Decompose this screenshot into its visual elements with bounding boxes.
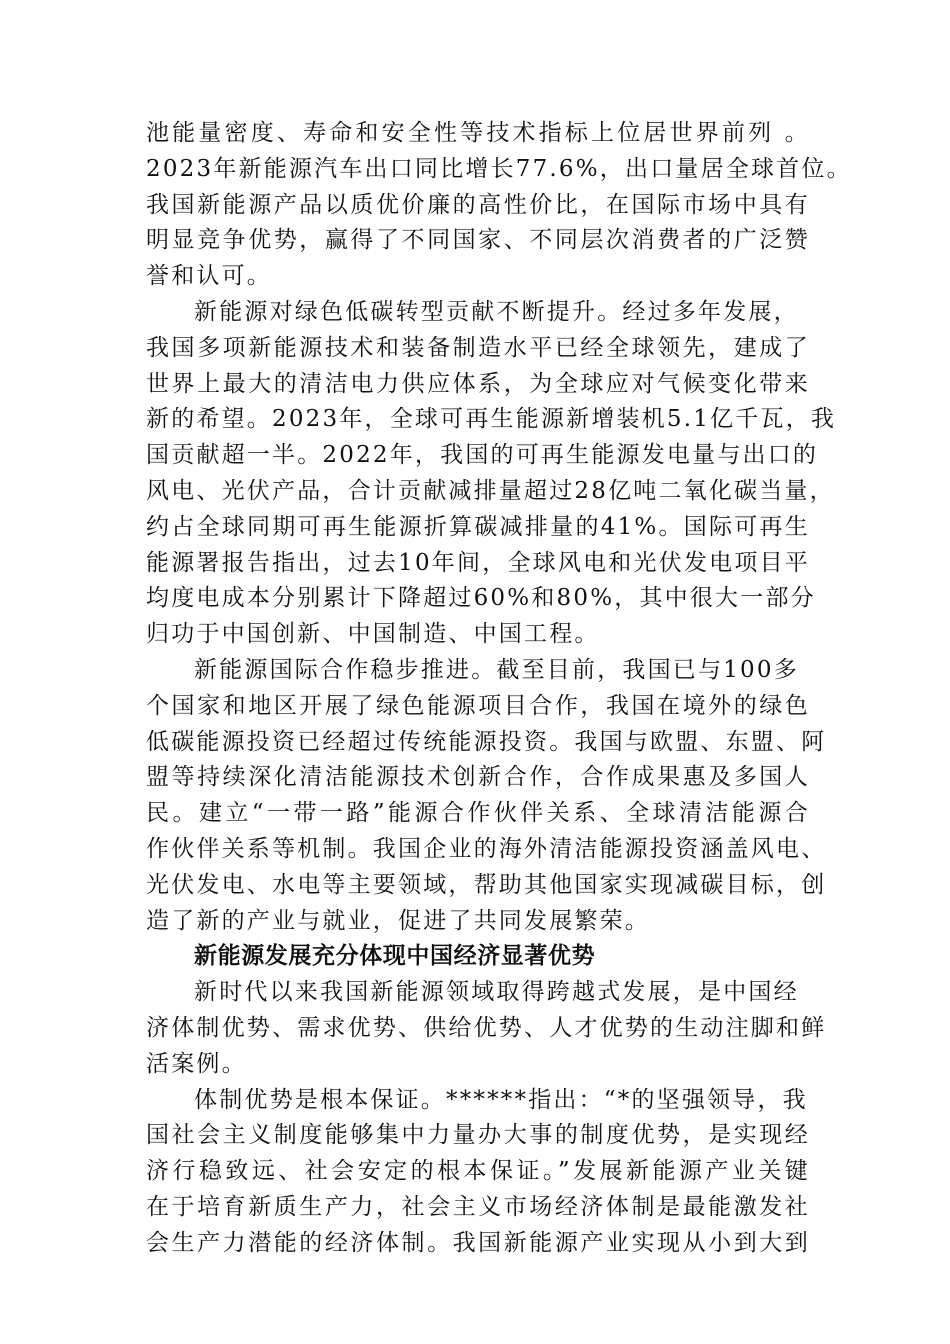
text-line: 作伙伴关系等机制。我国企业的海外清洁能源投资涵盖风电、 [146,835,827,862]
section-heading: 新能源发展充分体现中国经济显著优势 [194,943,596,970]
document-body [146,116,852,1262]
text-line: 新的希望。2023年，全球可再生能源新增装机5.1亿千瓦，我 [146,406,837,433]
paragraph-leapfrog-development [146,975,827,1082]
text-line: 活案例。 [146,1050,247,1077]
paragraph-institutional-advantage [146,1083,810,1262]
text-line: 我国新能源产品以质优价廉的高性价比，在国际市场中具有 [146,191,810,218]
text-line: 明显竞争优势，赢得了不同国家、不同层次消费者的广泛赞 [146,227,810,254]
text-line: 济行稳致远、社会安定的根本保证。”发展新能源产业关键 [146,1158,810,1185]
text-line: 誉和认可。 [146,263,272,290]
paragraph-battery-export [146,116,852,295]
text-line: 新能源国际合作稳步推进。截至目前，我国已与100多 [194,656,799,683]
text-line: 国贡献超一半。2022年，我国的可再生能源发电量与出口的 [146,442,819,469]
text-line: 个国家和地区开展了绿色能源项目合作，我国在境外的绿色 [146,692,810,719]
text-line: 2023年新能源汽车出口同比增长77.6%，出口量居全球首位。 [146,155,852,182]
text-line: 风电、光伏产品，合计贡献减排量超过28亿吨二氧化碳当量， [146,477,835,504]
text-line: 低碳能源投资已经超过传统能源投资。我国与欧盟、东盟、阿 [146,728,827,755]
text-line: 归功于中国创新、中国制造、中国工程。 [146,621,600,648]
text-line: 在于培育新质生产力，社会主义市场经济体制是最能激发社 [146,1193,810,1220]
text-line: 体制优势是根本保证。******指出：“*的坚强领导，我 [194,1086,808,1113]
text-line: 济体制优势、需求优势、供给优势、人才优势的生动注脚和鲜 [146,1014,827,1041]
text-line: 光伏发电、水电等主要领域，帮助其他国家实现减碳目标，创 [146,871,827,898]
text-line: 盟等持续深化清洁能源技术创新合作，合作成果惠及多国人 [146,764,810,791]
text-line: 国社会主义制度能够集中力量办大事的制度优势，是实现经 [146,1122,810,1149]
text-line: 均度电成本分别累计下降超过60%和80%，其中很大一部分 [146,585,816,612]
text-line: 新时代以来我国新能源领域取得跨越式发展，是中国经 [194,979,799,1006]
text-line: 造了新的产业与就业，促进了共同发展繁荣。 [146,907,650,934]
paragraph-international-cooperation [146,653,827,939]
text-line: 能源署报告指出，过去10年间，全球风电和光伏发电项目平 [146,549,810,576]
paragraph-green-transition [146,295,837,653]
text-line: 世界上最大的清洁电力供应体系，为全球应对气候变化带来 [146,370,810,397]
text-line: 民。建立“一带一路”能源合作伙伴关系、全球清洁能源合 [146,800,810,827]
text-line: 池能量密度、寿命和安全性等技术指标上位居世界前列 。 [146,120,810,146]
text-line: 新能源对绿色低碳转型贡献不断提升。经过多年发展， [194,298,799,325]
text-line: 会生产力潜能的经济体制。我国新能源产业实现从小到大到 [146,1229,810,1256]
text-line: 我国多项新能源技术和装备制造水平已经全球领先，建成了 [146,334,810,361]
text-line: 约占全球同期可再生能源折算碳减排量的41%。国际可再生 [146,513,810,540]
